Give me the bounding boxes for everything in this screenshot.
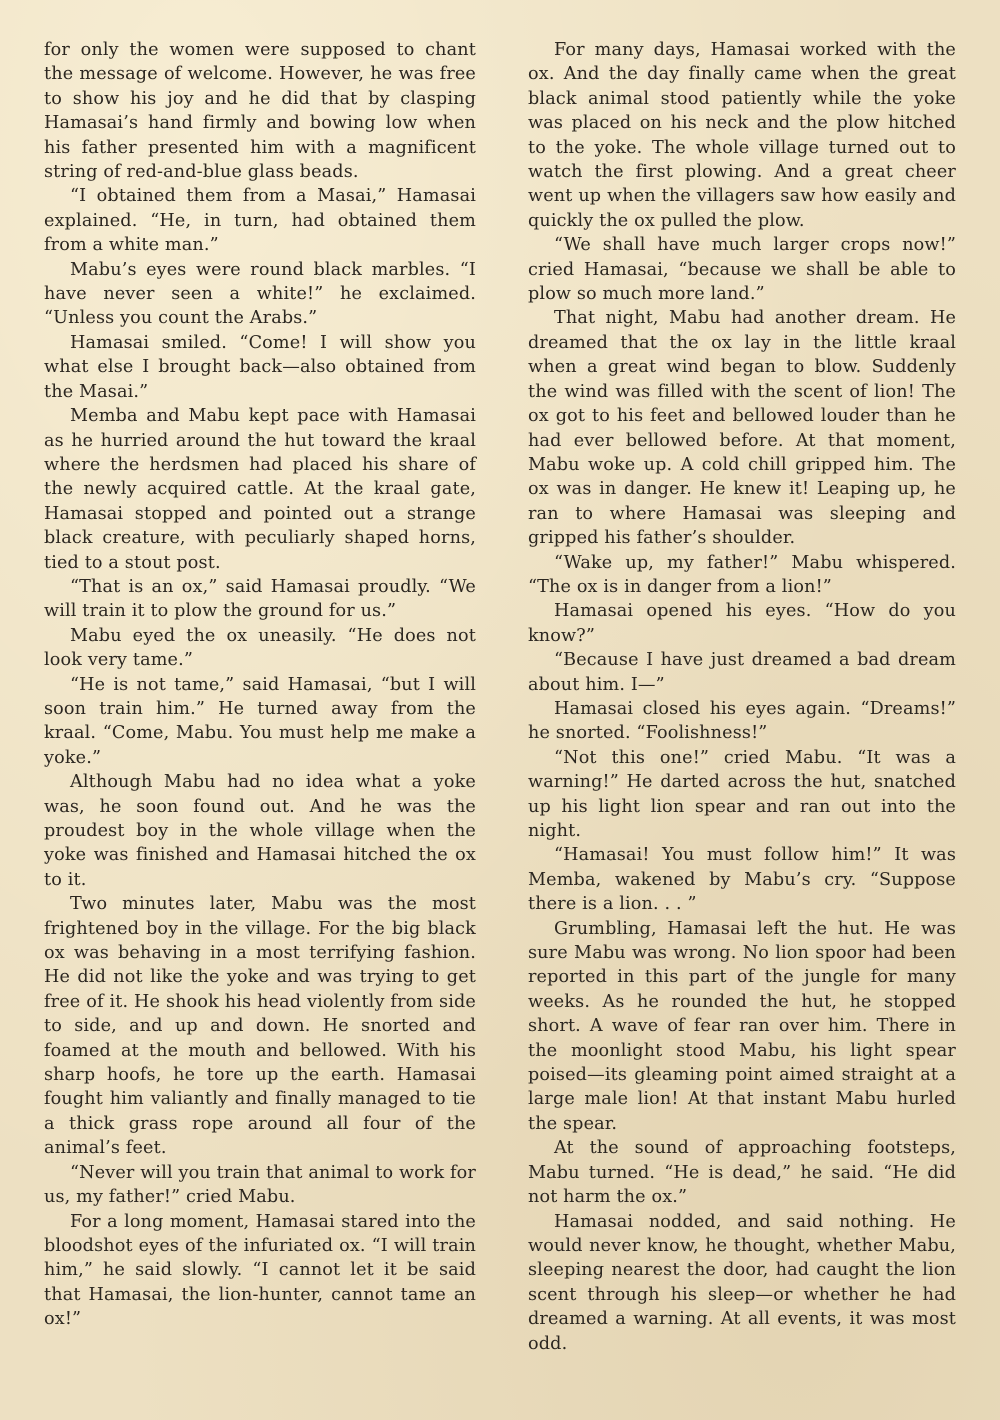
paragraph: “Never will you train that animal to work for us, my father!” cried Mabu. bbox=[44, 1162, 476, 1208]
paragraph: Hamasai smiled. “Come! I will show you what else I brought back—also obtained from the Masai.” bbox=[44, 332, 476, 402]
paragraph: For many days, Hamasai worked with the ox. And the day finally came when the great black animal stood patiently while the yoke was placed on his neck and the plow hitched to the yoke. The whole village turned out to watch the first plowing. And a great cheer went up when the villagers saw how easily and quickly the ox pulled the plow. bbox=[528, 40, 956, 231]
paragraph: “Hamasai! You must follow him!” It was Memba, wakened by Mabu’s cry. “Suppose there is a lion. . . ” bbox=[528, 845, 956, 915]
paragraph: “He is not tame,” said Hamasai, “but I will soon train him.” He turned away from the kraal. “Come, Mabu. You must help me make a yoke.” bbox=[44, 674, 476, 768]
left-column bbox=[44, 38, 476, 1332]
paragraph: Hamasai nodded, and said nothing. He would never know, he thought, whether Mabu, sleeping nearest the door, had caught the lion scent through his sleep—or whether he had dreamed a warning. At all events, it was most odd. bbox=[528, 1211, 956, 1354]
right-column bbox=[528, 38, 956, 1356]
paragraph: Memba and Mabu kept pace with Hamasai as he hurried around the hut toward the kraal where the herdsmen had placed his share of the newly acquired cattle. At the kraal gate, Hamasai stopped and pointed out a strange black creature, with peculiarly shaped horns, tied to a stout post. bbox=[44, 406, 476, 573]
paragraph: “That is an ox,” said Hamasai proudly. “We will train it to plow the ground for us.” bbox=[44, 576, 476, 622]
paragraph: At the sound of approaching footsteps, Mabu turned. “He is dead,” he said. “He did not harm the ox.” bbox=[528, 1138, 956, 1208]
paragraph: Hamasai opened his eyes. “How do you know?” bbox=[528, 601, 956, 646]
paragraph: “We shall have much larger crops now!” cried Hamasai, “because we shall be able to plow so much more land.” bbox=[528, 235, 956, 305]
paragraph: “Wake up, my father!” Mabu whispered. “The ox is in danger from a lion!” bbox=[528, 552, 956, 597]
paragraph: That night, Mabu had another dream. He dreamed that the ox lay in the little kraal when a great wind began to blow. Suddenly the wind was filled with the scent of lion! The ox got to his feet and bellowed louder than he had ever bellowed before. At that moment, Mabu woke up. A cold chill gripped him. The ox was in danger. He knew it! Leaping up, he ran to where Hamasai was sleeping and gripped his father’s shoulder. bbox=[528, 308, 956, 549]
paragraph: Grumbling, Hamasai left the hut. He was sure Mabu was wrong. No lion spoor had been reported in this part of the jungle for many weeks. As he rounded the hut, he stopped short. A wave of fear ran over him. There in the moonlight stood Mabu, his light spear poised—its gleaming point aimed straight at a large male lion! At that instant Mabu hurled the spear. bbox=[528, 918, 956, 1134]
paragraph: Mabu eyed the ox uneasily. “He does not look very tame.” bbox=[44, 625, 476, 671]
paragraph: “Not this one!” cried Mabu. “It was a warning!” He darted across the hut, snatched up his light lion spear and ran out into the night. bbox=[528, 747, 956, 841]
paragraph: For a long moment, Hamasai stared into the bloodshot eyes of the infuriated ox. “I will train him,” he said slowly. “I cannot let it be said that Hamasai, the lion-hunter, cannot tame an ox!” bbox=[44, 1211, 476, 1330]
paragraph: Hamasai closed his eyes again. “Dreams!” he snorted. “Foolishness!” bbox=[528, 698, 956, 744]
paragraph: Mabu’s eyes were round black marbles. “I have never seen a white!” he exclaimed. “Unless you count the Arabs.” bbox=[44, 259, 476, 329]
paragraph: “Because I have just dreamed a bad dream about him. I—” bbox=[528, 650, 956, 695]
paragraph: “I obtained them from a Masai,” Hamasai explained. “He, in turn, had obtained them from a white man.” bbox=[44, 186, 476, 256]
paragraph: Although Mabu had no idea what a yoke was, he soon found out. And he was the proudest boy in the whole village when the yoke was finished and Hamasai hitched the ox to it. bbox=[44, 772, 476, 890]
paragraph: Two minutes later, Mabu was the most frightened boy in the village. For the big black ox was behaving in a most terrifying fashion. He did not like the yoke and was trying to get free of it. He shook his head violently from side to side, and up and down. He snorted and foamed at the mouth and bellowed. With his sharp hoofs, he tore up the earth. Hamasai fought him valiantly and finally managed to tie a thick grass rope around all four of the animal’s feet. bbox=[44, 894, 476, 1159]
paragraph: for only the women were supposed to chant the message of welcome. However, he was free to show his joy and he did that by clasping Hamasai’s hand firmly and bowing low when his father presented him with a magnificent string of red-and-blue glass beads. bbox=[44, 40, 476, 183]
